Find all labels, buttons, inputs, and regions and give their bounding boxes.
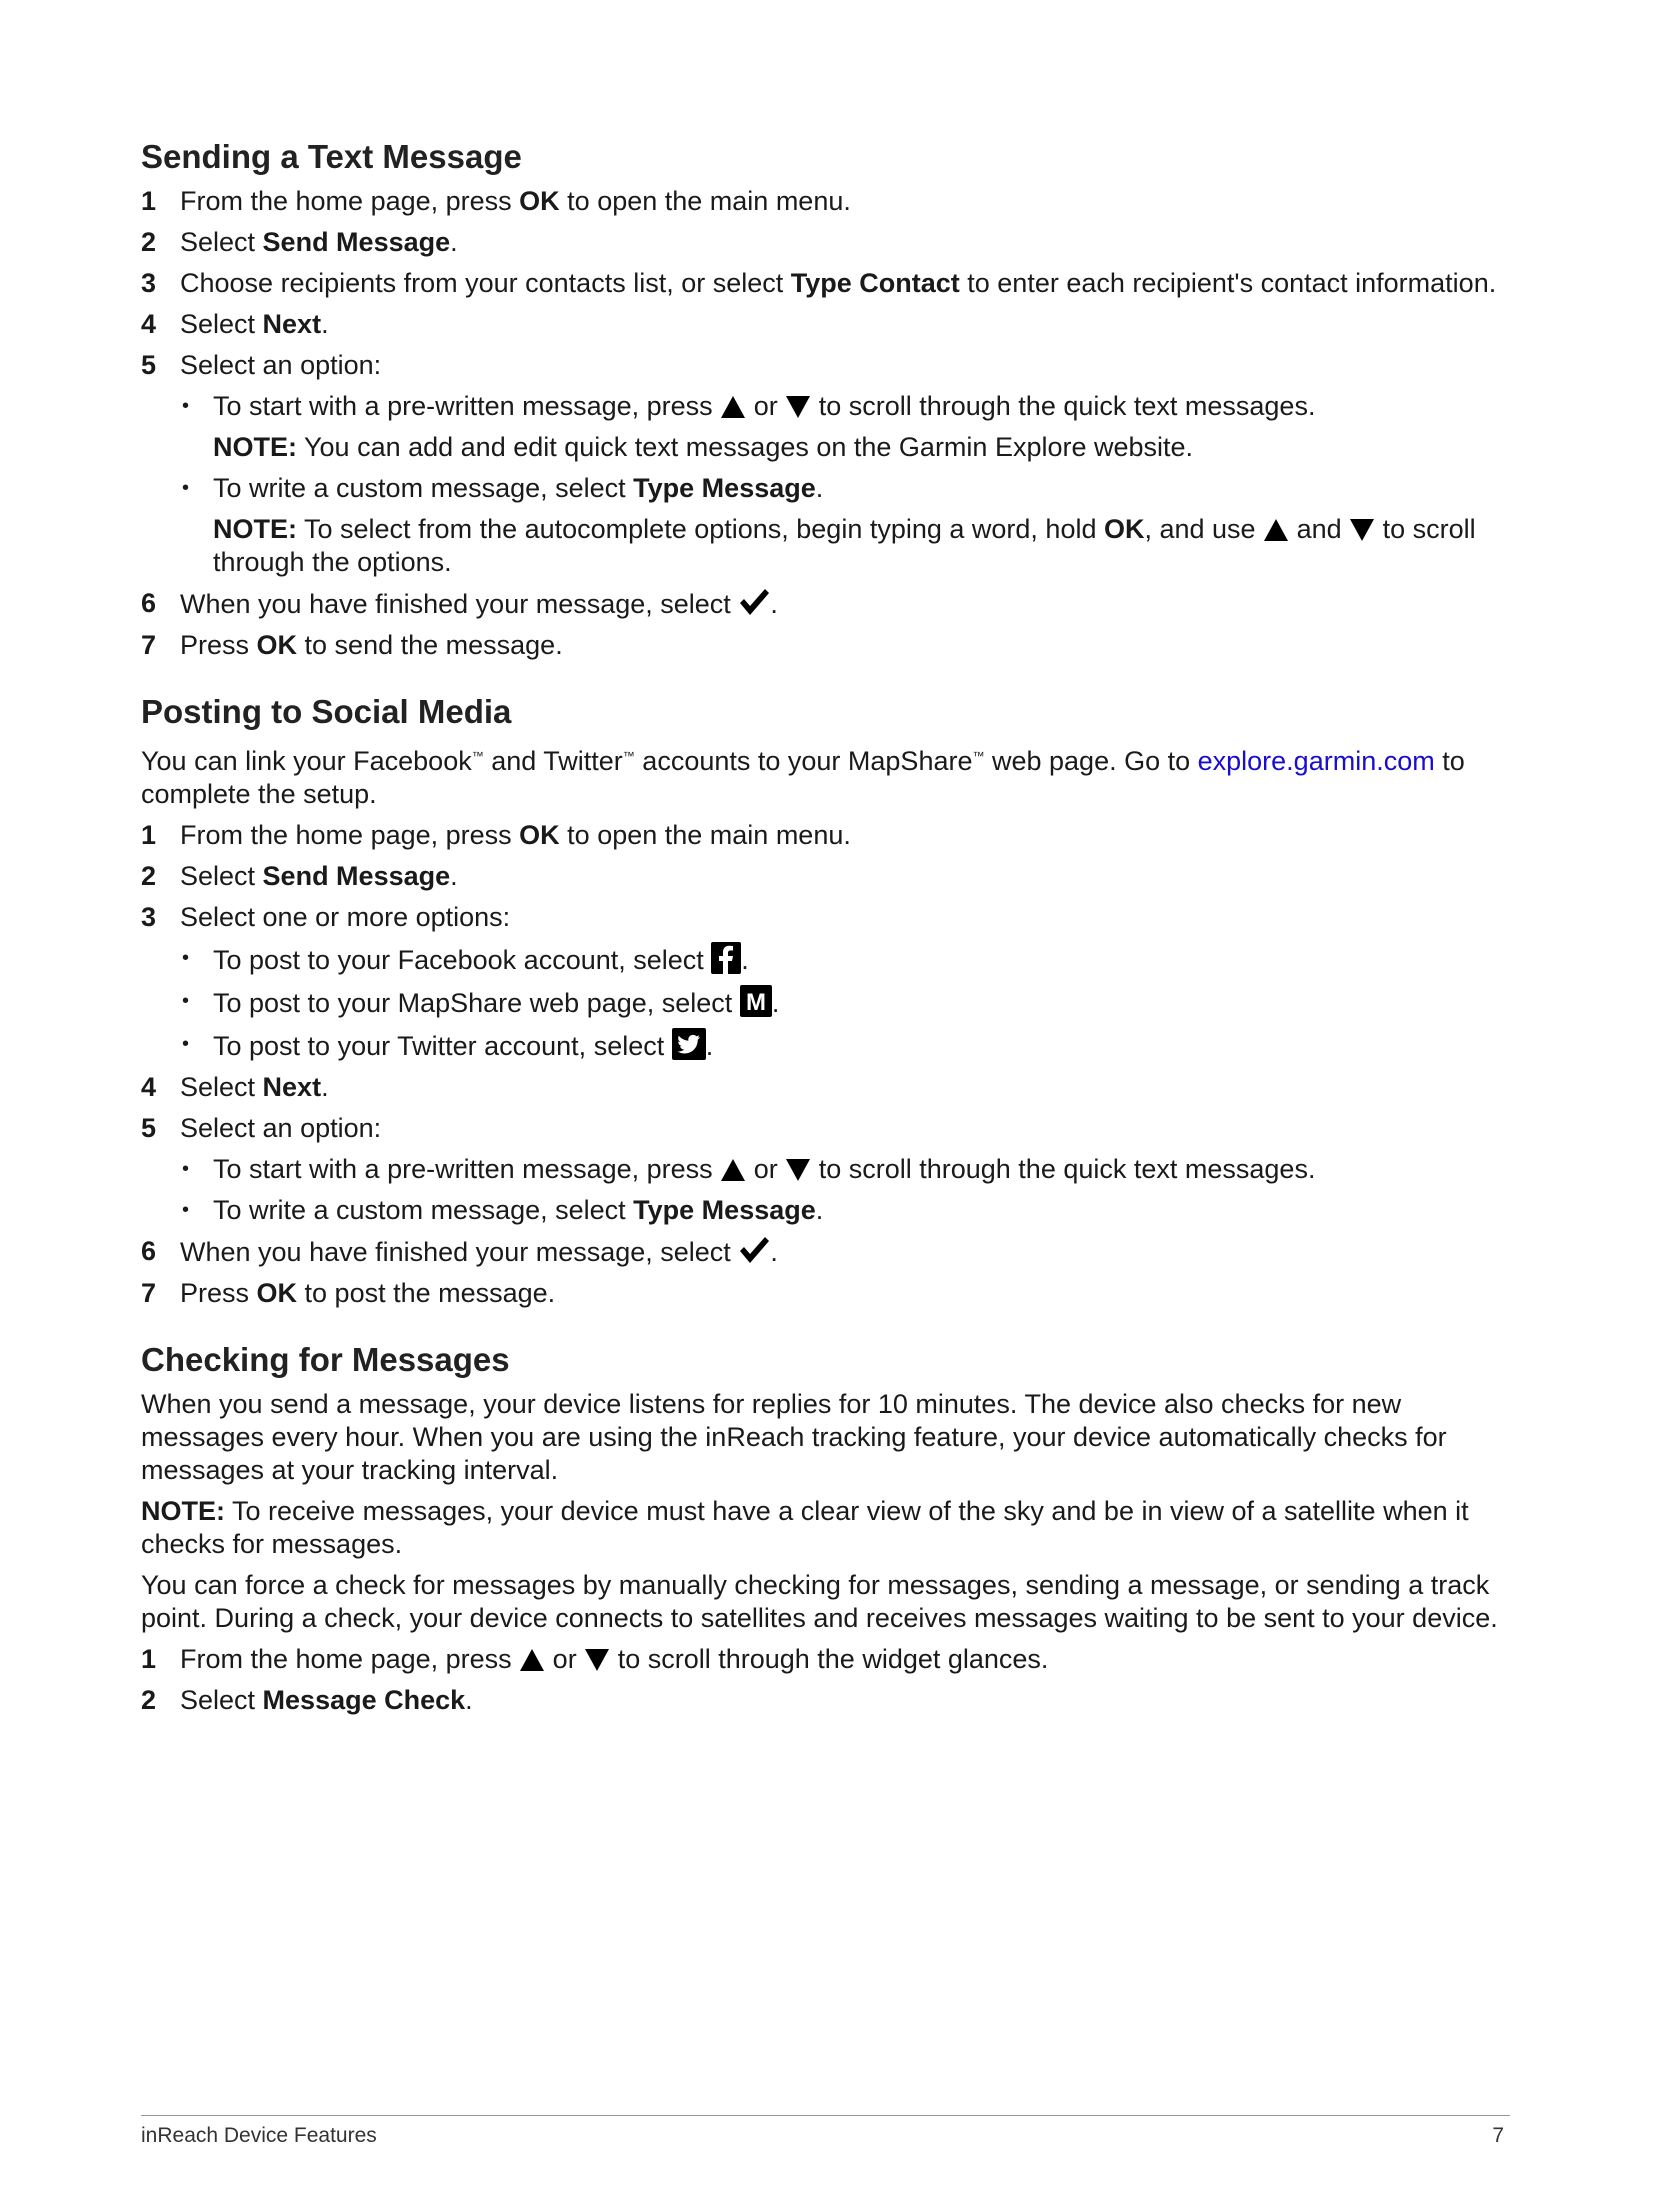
- option-text: .: [741, 945, 749, 975]
- step-2: [141, 1684, 1510, 1717]
- note-text: , and use: [1144, 514, 1264, 544]
- option-item: [180, 472, 1510, 579]
- option-text: To post to your MapShare web page, select: [213, 988, 740, 1018]
- note: [213, 513, 1510, 579]
- option-text: or: [746, 391, 786, 421]
- paragraph-text: accounts to your MapShare: [634, 746, 973, 776]
- menu-label: Type Contact: [790, 268, 960, 298]
- step-1: [141, 819, 1510, 852]
- note-text: You can add and edit quick text messages on the Garmin Explore website.: [297, 432, 1194, 462]
- paragraph-text: You can link your Facebook: [141, 746, 472, 776]
- step-text: .: [770, 1237, 778, 1267]
- step-text: .: [450, 861, 458, 891]
- step-number: 4: [141, 309, 157, 339]
- step-7: [141, 1277, 1510, 1310]
- step-number: 7: [141, 1278, 157, 1308]
- menu-label: Send Message: [262, 227, 451, 257]
- option-text: To post to your Twitter account, select: [213, 1031, 672, 1061]
- step-text: When you have finished your message, select: [180, 589, 739, 619]
- step-1: [141, 185, 1510, 218]
- step-list: [141, 819, 1510, 1310]
- down-arrow-icon: [785, 1158, 811, 1182]
- option-text: .: [771, 988, 780, 1018]
- up-arrow-icon: [519, 1648, 545, 1672]
- facebook-icon: [711, 942, 741, 974]
- up-arrow-icon: [720, 1158, 746, 1182]
- step-number: 6: [141, 588, 157, 618]
- step-number: 5: [141, 1113, 157, 1143]
- footer-section-title: inReach Device Features: [141, 2124, 377, 2147]
- step-list: [141, 185, 1510, 662]
- twitter-icon: [672, 1028, 706, 1060]
- page-footer: [141, 2115, 1510, 2147]
- step-text: Select one or more options:: [180, 902, 511, 932]
- step-text: .: [465, 1685, 473, 1715]
- menu-label: Next: [262, 1072, 322, 1102]
- paragraph: You can force a check for messages by manually checking for messages, sending a message, or sending a track point. During a check, your device connects to satellites and receives messages waiting to be sent to your device.: [141, 1570, 1498, 1633]
- option-text: or: [746, 1154, 786, 1184]
- menu-label: Type Message: [633, 473, 816, 503]
- step-text: From the home page, press: [180, 1644, 520, 1674]
- step-number: 2: [141, 227, 157, 257]
- note: [141, 1495, 1510, 1561]
- step-text: Select: [180, 861, 263, 891]
- option-text: to scroll through the quick text messages.: [811, 1154, 1316, 1184]
- down-arrow-icon: [1349, 518, 1375, 542]
- option-item: [180, 390, 1510, 464]
- option-item: [180, 985, 1510, 1020]
- step-number: 7: [141, 630, 157, 660]
- step-text: to scroll through the widget glances.: [610, 1644, 1049, 1674]
- page-number: 7: [1492, 2124, 1504, 2147]
- step-text: Select: [180, 309, 263, 339]
- note-label: NOTE:: [141, 1496, 225, 1526]
- paragraph-text: web page. Go to: [984, 746, 1198, 776]
- option-item: [180, 942, 1510, 977]
- trademark: ™: [622, 749, 635, 763]
- step-number: 3: [141, 268, 157, 298]
- option-text: .: [815, 473, 824, 503]
- note-label: NOTE:: [213, 432, 297, 462]
- step-7: [141, 629, 1510, 662]
- option-text: .: [815, 1195, 824, 1225]
- section-heading: Sending a Text Message: [141, 138, 522, 175]
- step-text: to open the main menu.: [559, 820, 851, 850]
- paragraph-text: and Twitter: [483, 746, 623, 776]
- option-text: To start with a pre-written message, press: [213, 1154, 721, 1184]
- note-text: to scroll through the options.: [213, 514, 1476, 577]
- up-arrow-icon: [1263, 518, 1289, 542]
- down-arrow-icon: [785, 395, 811, 419]
- paragraph-text: to complete the setup.: [141, 746, 1465, 809]
- step-text: or: [545, 1644, 585, 1674]
- step-number: 2: [141, 861, 157, 891]
- checkmark-icon: [738, 587, 770, 617]
- step-text: From the home page, press: [180, 820, 520, 850]
- checkmark-icon: [738, 1235, 770, 1265]
- step-text: to open the main menu.: [559, 186, 851, 216]
- option-list: [180, 1153, 1510, 1227]
- step-text: to post the message.: [297, 1278, 556, 1308]
- ok-button-label: OK: [256, 630, 298, 660]
- step-3: [141, 901, 1510, 1063]
- step-text: Select: [180, 1685, 263, 1715]
- ok-button-label: OK: [1103, 514, 1145, 544]
- step-text: .: [770, 589, 778, 619]
- note-label: NOTE:: [213, 514, 297, 544]
- note: [213, 431, 1510, 464]
- down-arrow-icon: [584, 1648, 610, 1672]
- step-text: Select: [180, 1072, 263, 1102]
- step-4: [141, 308, 1510, 341]
- step-number: 4: [141, 1072, 157, 1102]
- step-text: .: [321, 1072, 329, 1102]
- menu-label: Next: [262, 309, 322, 339]
- trademark: ™: [471, 749, 484, 763]
- option-list: [180, 942, 1510, 1063]
- option-text: To start with a pre-written message, press: [213, 391, 721, 421]
- note-text: To select from the autocomplete options, begin typing a word, hold: [297, 514, 1104, 544]
- step-2: [141, 860, 1510, 893]
- mapshare-icon: [740, 985, 772, 1017]
- step-5: [141, 1112, 1510, 1227]
- menu-label: Message Check: [262, 1685, 466, 1715]
- step-number: 3: [141, 902, 157, 932]
- option-text: To post to your Facebook account, select: [213, 945, 712, 975]
- section-heading: Checking for Messages: [141, 1341, 510, 1378]
- step-6: [141, 1235, 1510, 1269]
- intro-paragraph: [141, 740, 1510, 811]
- step-number: 6: [141, 1236, 157, 1266]
- ok-button-label: OK: [256, 1278, 298, 1308]
- step-text: Select an option:: [180, 1113, 382, 1143]
- step-number: 1: [141, 186, 157, 216]
- menu-label: Type Message: [633, 1195, 816, 1225]
- step-text: to send the message.: [297, 630, 563, 660]
- option-item: [180, 1028, 1510, 1063]
- option-item: [180, 1194, 1510, 1227]
- note-text: and: [1289, 514, 1350, 544]
- step-number: 5: [141, 350, 157, 380]
- step-1: [141, 1643, 1510, 1676]
- document-page: [141, 135, 1510, 1725]
- step-6: [141, 587, 1510, 621]
- option-list: [180, 390, 1510, 579]
- section-checking-messages: [141, 1338, 1510, 1717]
- explore-link[interactable]: explore.garmin.com: [1197, 746, 1435, 776]
- note-text: To receive messages, your device must have a clear view of the sky and be in view of a satellite when it checks for messages.: [141, 1496, 1469, 1559]
- step-text: to enter each recipient's contact information.: [959, 268, 1497, 298]
- step-number: 1: [141, 1644, 157, 1674]
- step-text: Press: [180, 1278, 257, 1308]
- up-arrow-icon: [720, 395, 746, 419]
- section-sending-text-message: [141, 135, 1510, 662]
- step-text: Press: [180, 630, 257, 660]
- step-2: [141, 226, 1510, 259]
- section-posting-social-media: [141, 690, 1510, 1310]
- option-text: .: [705, 1031, 714, 1061]
- step-text: Select an option:: [180, 350, 382, 380]
- menu-label: Send Message: [262, 861, 451, 891]
- step-5: [141, 349, 1510, 579]
- step-text: Select: [180, 227, 263, 257]
- step-3: [141, 267, 1510, 300]
- trademark: ™: [972, 749, 985, 763]
- step-text: From the home page, press: [180, 186, 520, 216]
- option-text: to scroll through the quick text messages.: [811, 391, 1316, 421]
- step-text: When you have finished your message, select: [180, 1237, 739, 1267]
- step-text: Choose recipients from your contacts list, or select: [180, 268, 791, 298]
- step-text: .: [450, 227, 458, 257]
- step-text: .: [321, 309, 329, 339]
- option-text: To write a custom message, select: [213, 1195, 634, 1225]
- paragraph: When you send a message, your device listens for replies for 10 minutes. The device also checks for new messages every hour. When you are using the inReach tracking feature, your device automatically checks for messages at your tracking interval.: [141, 1389, 1447, 1485]
- step-number: 2: [141, 1685, 157, 1715]
- ok-button-label: OK: [519, 186, 560, 216]
- option-text: To write a custom message, select: [213, 473, 634, 503]
- section-heading: Posting to Social Media: [141, 693, 512, 730]
- mapshare-letter: M: [745, 989, 766, 1016]
- step-4: [141, 1071, 1510, 1104]
- option-item: [180, 1153, 1510, 1186]
- step-list: [141, 1643, 1510, 1717]
- ok-button-label: OK: [519, 820, 560, 850]
- step-number: 1: [141, 820, 157, 850]
